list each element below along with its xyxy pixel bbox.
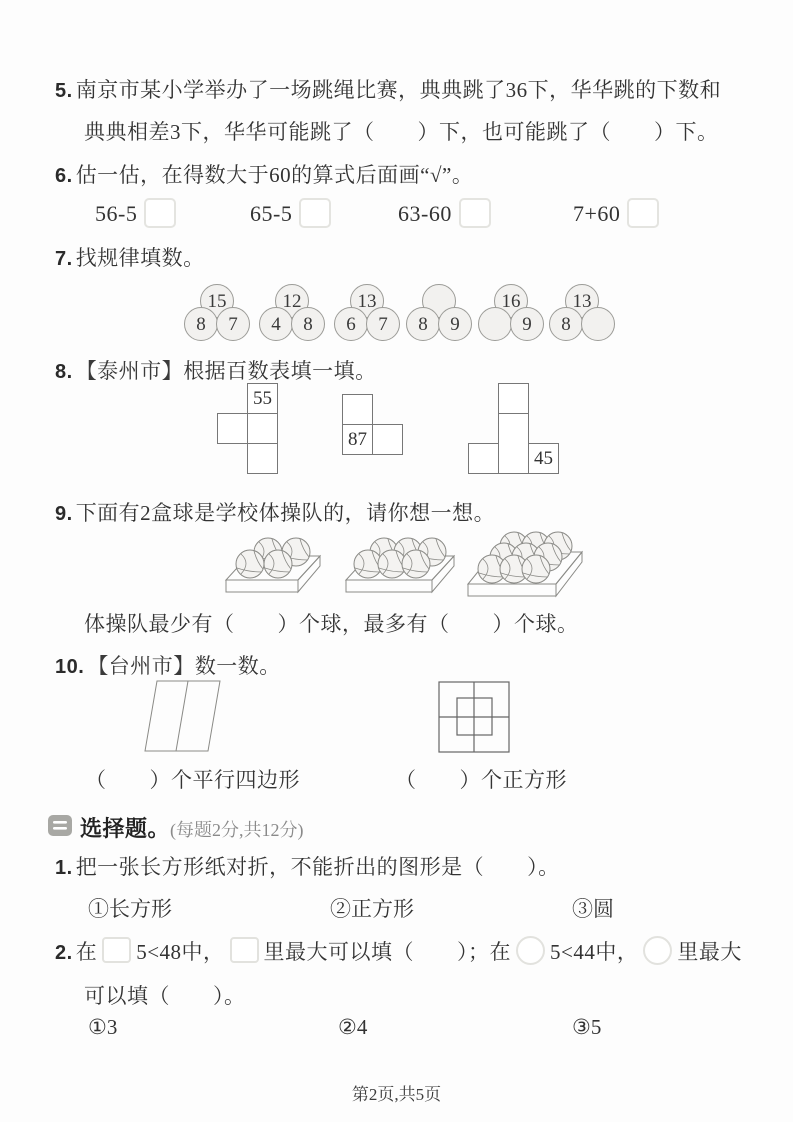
triad5-top-circle: 16 xyxy=(494,284,528,318)
chart2-cell-87: 87 xyxy=(342,424,373,455)
chart3-cell-45: 45 xyxy=(528,443,559,474)
q10-answer-square: （ ）个正方形 xyxy=(395,768,567,792)
mc2-option-2[interactable]: ②4 xyxy=(338,1015,368,1039)
question-10-tag: 【台州市】 xyxy=(87,654,195,678)
mc-question-1-text: 把一张长方形纸对折，不能折出的图形是（ ）。 xyxy=(75,855,560,879)
q6-expression-2: 65-5 xyxy=(250,201,293,226)
triad6-right-circle-blank[interactable] xyxy=(581,307,615,341)
triad3-right-circle: 7 xyxy=(366,307,400,341)
q10-answer-parallelogram: （ ）个平行四边形 xyxy=(85,768,300,792)
ball-trays-illustration xyxy=(222,522,577,604)
triad1-left-circle: 8 xyxy=(184,307,218,341)
triad5-right-circle: 9 xyxy=(510,307,544,341)
q6-option-3 xyxy=(398,198,491,228)
number-triad-6 xyxy=(549,284,615,342)
chart1-cell-55: 55 xyxy=(247,383,278,414)
list-icon xyxy=(47,814,73,837)
mc-question-2-number: 2. xyxy=(55,942,73,964)
mc-question-1-number: 1. xyxy=(55,857,73,879)
q6-checkbox-4[interactable] xyxy=(627,198,659,228)
chart1-cell-blank-bottom[interactable] xyxy=(247,443,278,474)
question-10-line xyxy=(55,650,281,680)
mc2-seg1: 在 xyxy=(75,940,98,964)
number-triad-3 xyxy=(334,284,400,342)
question-9-number: 9. xyxy=(55,503,73,525)
question-7-number: 7. xyxy=(55,248,73,270)
mc-question-2-line2: 可以填（ ）。 xyxy=(84,984,246,1008)
triad4-right-circle: 9 xyxy=(438,307,472,341)
mc2-option-3[interactable]: ③5 xyxy=(572,1015,602,1039)
triad6-top-circle: 13 xyxy=(565,284,599,318)
ball-tray-1 xyxy=(226,538,320,592)
chart3-cell-blank-mid[interactable] xyxy=(498,413,529,474)
number-triad-1 xyxy=(184,284,250,342)
mc2-blank-circle-1[interactable] xyxy=(516,936,545,965)
question-9-answer-line: 体操队最少有（ ）个球，最多有（ ）个球。 xyxy=(84,612,579,636)
question-5-line1 xyxy=(55,74,721,104)
mc-question-2-line1 xyxy=(55,936,742,966)
q6-option-1 xyxy=(95,198,176,228)
question-9-text: 下面有2盒球是学校体操队的，请你想一想。 xyxy=(75,501,496,525)
triad1-right-circle: 7 xyxy=(216,307,250,341)
question-5-text2: 典典相差3下，华华可能跳了（ ）下，也可能跳了（ ）下。 xyxy=(84,120,719,144)
q6-checkbox-2[interactable] xyxy=(299,198,331,228)
q6-checkbox-3[interactable] xyxy=(459,198,491,228)
chart2-cell-blank-top[interactable] xyxy=(342,394,373,425)
question-5-text1: 南京市某小学举办了一场跳绳比赛，典典跳了36下，华华跳的下数和 xyxy=(75,78,722,102)
q6-option-2 xyxy=(250,198,331,228)
question-6-line xyxy=(55,159,473,189)
q6-checkbox-1[interactable] xyxy=(144,198,176,228)
ball-tray-2 xyxy=(346,538,454,592)
q6-expression-4: 7+60 xyxy=(573,201,621,226)
q6-option-4 xyxy=(573,198,659,228)
mc2-option-1[interactable]: ①3 xyxy=(88,1015,118,1039)
question-5-line2 xyxy=(84,116,719,146)
q6-expression-3: 63-60 xyxy=(398,201,452,226)
number-triad-4 xyxy=(406,284,472,342)
mc2-seg4: 5<44中， xyxy=(550,940,639,964)
parallelogram-figure xyxy=(140,678,230,756)
mc2-blank-box-1[interactable] xyxy=(102,937,131,963)
triad2-left-circle: 4 xyxy=(259,307,293,341)
mc-question-1-line xyxy=(55,851,560,881)
triad5-left-circle-blank[interactable] xyxy=(478,307,512,341)
page-footer: 第2页,共5页 xyxy=(351,1085,442,1104)
ball-tray-3 xyxy=(468,532,582,596)
question-6-number: 6. xyxy=(55,165,73,187)
question-8-line xyxy=(55,355,377,385)
question-10-text: 数一数。 xyxy=(194,654,281,678)
mc2-seg3: 里最大可以填（ ）；在 xyxy=(263,940,512,964)
triad2-right-circle: 8 xyxy=(291,307,325,341)
mc1-option-2[interactable]: ②正方形 xyxy=(330,897,414,921)
question-8-tag: 【泰州市】 xyxy=(75,359,184,383)
mc2-seg5: 里最大 xyxy=(677,940,742,964)
section-title: 选择题。 xyxy=(80,816,171,841)
question-7-line xyxy=(55,242,205,272)
question-6-text: 估一估，在得数大于60的算式后面画“√”。 xyxy=(75,163,474,187)
number-triad-5 xyxy=(478,284,544,342)
chart2-cell-blank-right[interactable] xyxy=(372,424,403,455)
chart3-cell-blank-left[interactable] xyxy=(468,443,499,474)
question-5-number: 5. xyxy=(55,80,73,102)
mc2-seg2: 5<48中， xyxy=(136,940,225,964)
triad2-top-circle: 12 xyxy=(275,284,309,318)
triad3-left-circle: 6 xyxy=(334,307,368,341)
chart3-cell-blank-top[interactable] xyxy=(498,383,529,414)
square-figure xyxy=(437,680,511,754)
chart1-cell-blank-mid[interactable] xyxy=(247,413,278,444)
mc1-option-1[interactable]: ①长方形 xyxy=(88,897,172,921)
number-triad-2 xyxy=(259,284,325,342)
question-8-number: 8. xyxy=(55,361,73,383)
mc1-option-3[interactable]: ③圆 xyxy=(572,897,614,921)
triad6-left-circle: 8 xyxy=(549,307,583,341)
triad4-left-circle: 8 xyxy=(406,307,440,341)
mc2-blank-box-2[interactable] xyxy=(230,937,259,963)
question-7-text: 找规律填数。 xyxy=(75,246,205,270)
mc2-blank-circle-2[interactable] xyxy=(643,936,672,965)
triad3-top-circle: 13 xyxy=(350,284,384,318)
triad1-top-circle: 15 xyxy=(200,284,234,318)
chart1-cell-blank-left[interactable] xyxy=(217,413,248,444)
q6-expression-1: 56-5 xyxy=(95,201,138,226)
question-10-number: 10. xyxy=(55,656,85,678)
question-8-text: 根据百数表填一填。 xyxy=(183,359,377,383)
section-note: (每题2分,共12分) xyxy=(170,820,304,840)
section-header xyxy=(80,812,304,843)
